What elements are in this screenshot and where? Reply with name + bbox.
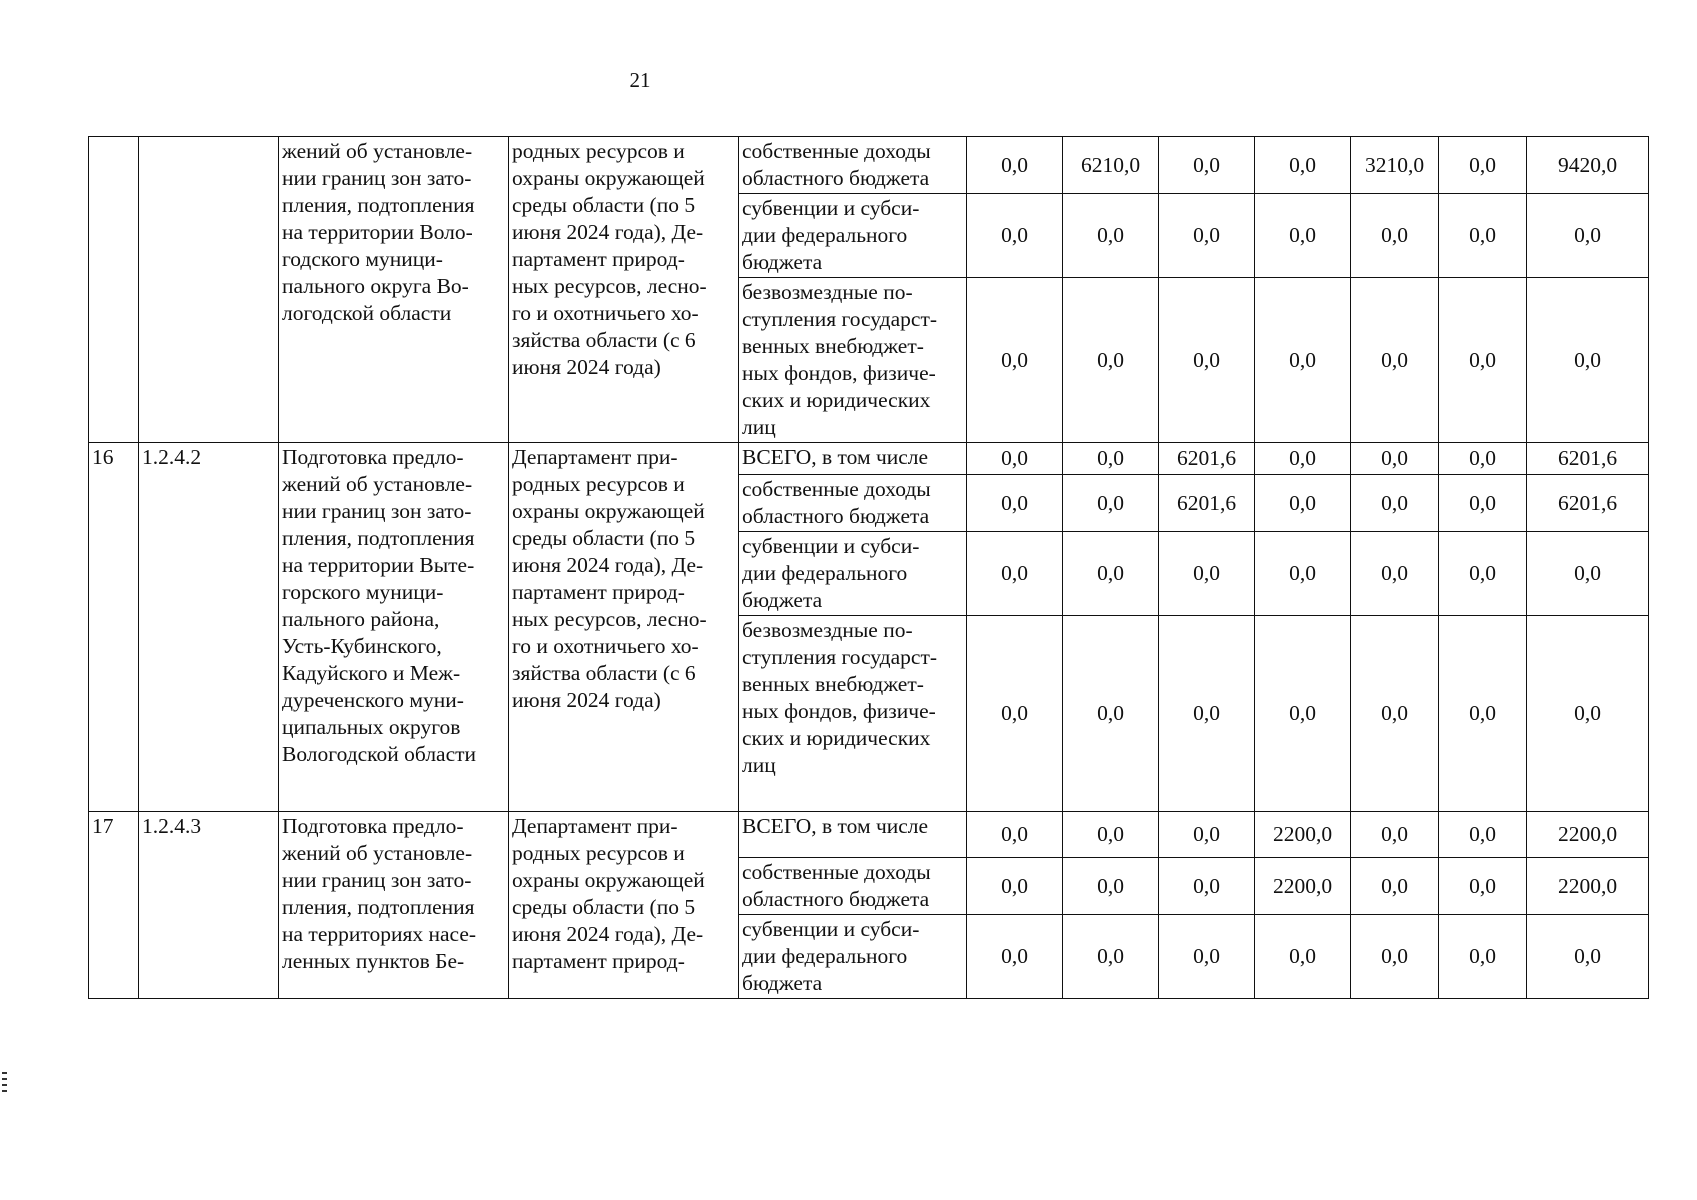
year-amount: 0,0 xyxy=(1439,137,1527,194)
total-amount: 2200,0 xyxy=(1527,812,1649,858)
funding-source: собственные доходы областного бюджета xyxy=(739,858,967,915)
year-amount: 0,0 xyxy=(1351,532,1439,616)
year-amount: 0,0 xyxy=(1351,475,1439,532)
table-row xyxy=(89,137,1649,194)
measure-name: жений об установле- нии границ зон зато- пления, подтопления на территории Воло- годского муници- пального округа Во- логодской области xyxy=(279,137,509,443)
margin-marks xyxy=(2,1072,8,1096)
measure-name: Подготовка предло- жений об установле- нии границ зон зато- пления, подтопления на территориях насе- ленных пунктов Бе- xyxy=(279,812,509,999)
total-amount: 0,0 xyxy=(1527,532,1649,616)
funding-source: безвозмездные по- ступления государст- венных внебюджет- ных фондов, физиче- ских и юридических лиц xyxy=(739,616,967,812)
year-amount: 6201,6 xyxy=(1159,475,1255,532)
year-amount: 0,0 xyxy=(1351,858,1439,915)
year-amount: 0,0 xyxy=(1063,616,1159,812)
year-amount: 0,0 xyxy=(1439,532,1527,616)
year-amount: 0,0 xyxy=(967,475,1063,532)
year-amount: 0,0 xyxy=(1255,278,1351,443)
year-amount: 0,0 xyxy=(1063,443,1159,475)
row-number xyxy=(89,137,139,443)
funding-source: ВСЕГО, в том числе xyxy=(739,812,967,858)
budget-table xyxy=(88,136,1649,999)
funding-source: собственные доходы областного бюджета xyxy=(739,475,967,532)
year-amount: 0,0 xyxy=(1439,278,1527,443)
year-amount: 0,0 xyxy=(1439,812,1527,858)
total-amount: 6201,6 xyxy=(1527,443,1649,475)
year-amount: 0,0 xyxy=(1351,616,1439,812)
year-amount: 0,0 xyxy=(1439,616,1527,812)
year-amount: 0,0 xyxy=(1351,278,1439,443)
year-amount: 0,0 xyxy=(1159,137,1255,194)
year-amount: 2200,0 xyxy=(1255,858,1351,915)
year-amount: 0,0 xyxy=(1159,915,1255,999)
year-amount: 0,0 xyxy=(1255,915,1351,999)
page-number: 21 xyxy=(629,68,651,92)
year-amount: 0,0 xyxy=(1159,858,1255,915)
year-amount: 0,0 xyxy=(1063,915,1159,999)
year-amount: 0,0 xyxy=(1063,858,1159,915)
year-amount: 0,0 xyxy=(1255,137,1351,194)
responsible-executor: Департамент при- родных ресурсов и охраны окружающей среды области (по 5 июня 2024 года), Де- партамент природ- ных ресурсов, лесно- го и охотничьего хо- зяйства области (с 6 июня 2024 года) xyxy=(509,443,739,812)
year-amount: 0,0 xyxy=(967,915,1063,999)
year-amount: 0,0 xyxy=(1159,532,1255,616)
row-number: 17 xyxy=(89,812,139,999)
year-amount: 0,0 xyxy=(1351,443,1439,475)
year-amount: 0,0 xyxy=(1351,194,1439,278)
year-amount: 0,0 xyxy=(1159,616,1255,812)
year-amount: 0,0 xyxy=(1255,475,1351,532)
measure-name: Подготовка предло- жений об установле- нии границ зон зато- пления, подтопления на территории Выте- горского муници- пального района, Усть-Кубинского, Кадуйского и Меж- дуреченского муни- ципальных округов Вологодской области xyxy=(279,443,509,812)
total-amount: 9420,0 xyxy=(1527,137,1649,194)
measure-code xyxy=(139,137,279,443)
year-amount: 0,0 xyxy=(967,812,1063,858)
total-amount: 0,0 xyxy=(1527,194,1649,278)
funding-source: субвенции и субси- дии федерального бюджета xyxy=(739,194,967,278)
row-number: 16 xyxy=(89,443,139,812)
year-amount: 3210,0 xyxy=(1351,137,1439,194)
funding-source: субвенции и субси- дии федерального бюджета xyxy=(739,915,967,999)
total-amount: 6201,6 xyxy=(1527,475,1649,532)
total-amount: 0,0 xyxy=(1527,616,1649,812)
year-amount: 0,0 xyxy=(1255,616,1351,812)
year-amount: 0,0 xyxy=(967,532,1063,616)
funding-source: субвенции и субси- дии федерального бюджета xyxy=(739,532,967,616)
year-amount: 0,0 xyxy=(1063,475,1159,532)
year-amount: 0,0 xyxy=(1439,194,1527,278)
year-amount: 0,0 xyxy=(1159,812,1255,858)
year-amount: 0,0 xyxy=(967,137,1063,194)
total-amount: 2200,0 xyxy=(1527,858,1649,915)
measure-code: 1.2.4.3 xyxy=(139,812,279,999)
year-amount: 0,0 xyxy=(1351,812,1439,858)
year-amount: 0,0 xyxy=(1439,443,1527,475)
year-amount: 6201,6 xyxy=(1159,443,1255,475)
year-amount: 0,0 xyxy=(967,443,1063,475)
responsible-executor: родных ресурсов и охраны окружающей среды области (по 5 июня 2024 года), Де- партамент природ- ных ресурсов, лесно- го и охотничьего хо- зяйства области (с 6 июня 2024 года) xyxy=(509,137,739,443)
year-amount: 0,0 xyxy=(967,616,1063,812)
year-amount: 0,0 xyxy=(1439,475,1527,532)
responsible-executor: Департамент при- родных ресурсов и охраны окружающей среды области (по 5 июня 2024 года), Де- партамент природ- xyxy=(509,812,739,999)
total-amount: 0,0 xyxy=(1527,278,1649,443)
year-amount: 0,0 xyxy=(1159,278,1255,443)
year-amount: 0,0 xyxy=(967,194,1063,278)
year-amount: 0,0 xyxy=(1351,915,1439,999)
year-amount: 6210,0 xyxy=(1063,137,1159,194)
measure-code: 1.2.4.2 xyxy=(139,443,279,812)
funding-source: ВСЕГО, в том числе xyxy=(739,443,967,475)
year-amount: 0,0 xyxy=(967,278,1063,443)
year-amount: 0,0 xyxy=(1439,858,1527,915)
year-amount: 2200,0 xyxy=(1255,812,1351,858)
table-row xyxy=(89,443,1649,475)
funding-source: собственные доходы областного бюджета xyxy=(739,137,967,194)
total-amount: 0,0 xyxy=(1527,915,1649,999)
year-amount: 0,0 xyxy=(1439,915,1527,999)
year-amount: 0,0 xyxy=(1063,812,1159,858)
year-amount: 0,0 xyxy=(1063,194,1159,278)
funding-source: безвозмездные по- ступления государст- венных внебюджет- ных фондов, физиче- ских и юридических лиц xyxy=(739,278,967,443)
year-amount: 0,0 xyxy=(967,858,1063,915)
year-amount: 0,0 xyxy=(1063,532,1159,616)
year-amount: 0,0 xyxy=(1255,194,1351,278)
year-amount: 0,0 xyxy=(1063,278,1159,443)
year-amount: 0,0 xyxy=(1255,443,1351,475)
year-amount: 0,0 xyxy=(1255,532,1351,616)
year-amount: 0,0 xyxy=(1159,194,1255,278)
table-row xyxy=(89,812,1649,858)
